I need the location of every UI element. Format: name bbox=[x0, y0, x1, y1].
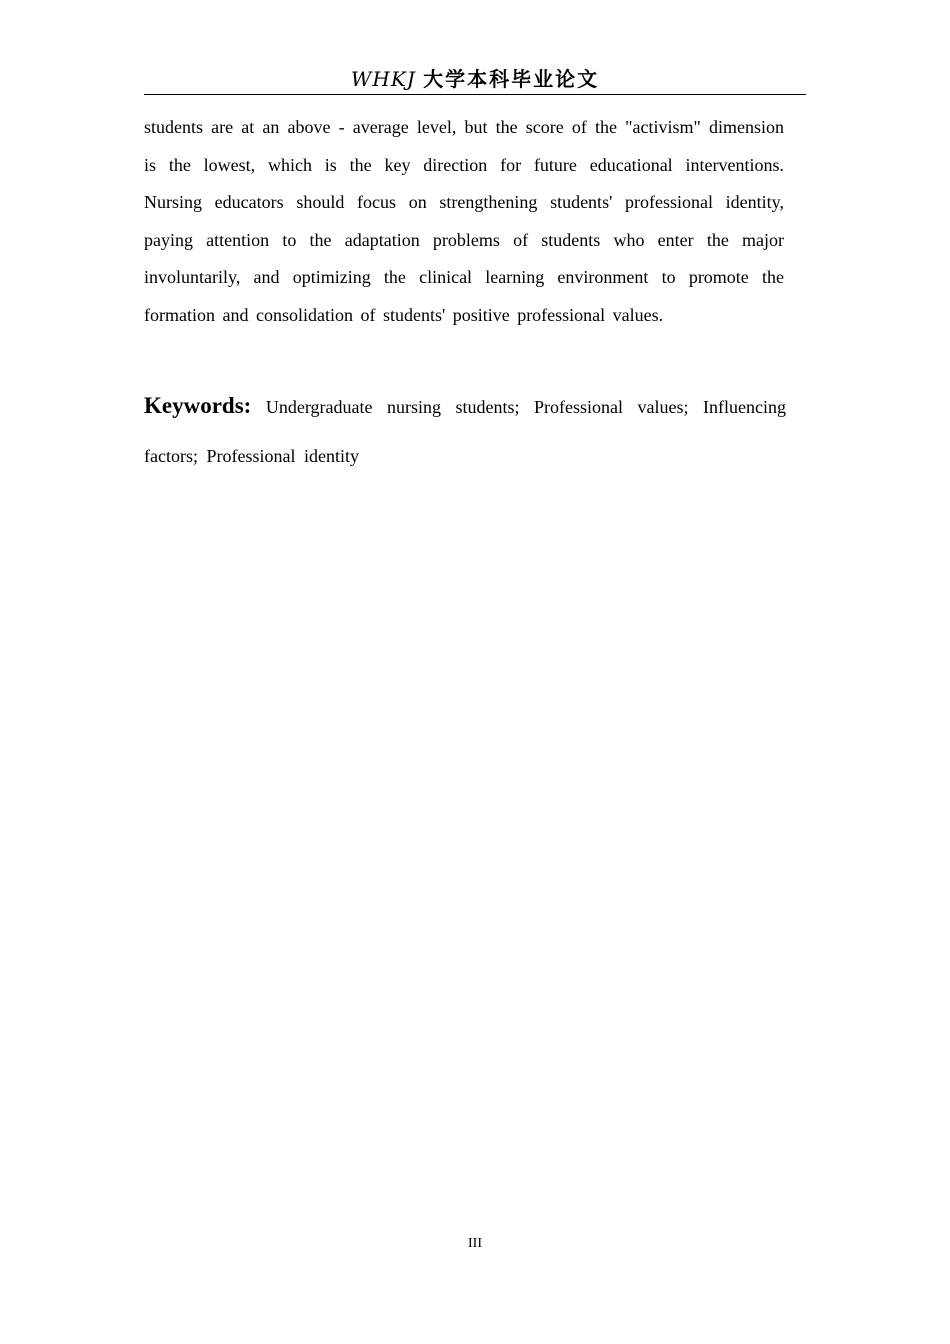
abstract-paragraph: students are at an above - average level, but the score of the "activism" dimension is the lowest, which is the key direction for future educational interventions. Nursing educators should focus on strengthening students' professional identity, paying attention to the adaptation problems of students who enter the major involuntarily, and optimizing the clinical learning environment to promote the formation and consolidation of students' positive professional values. bbox=[144, 117, 784, 325]
header-title bbox=[351, 67, 599, 91]
keywords-label: Keywords: bbox=[144, 393, 252, 418]
page-header bbox=[144, 64, 806, 95]
header-title-cjk: 大学本科毕业论文 bbox=[423, 67, 600, 91]
keywords-section bbox=[144, 381, 786, 481]
abstract-body bbox=[144, 109, 784, 334]
header-title-latin: WHKJ bbox=[350, 67, 424, 91]
keywords-text: Undergraduate nursing students; Professional values; Influencing factors; Professional identity bbox=[144, 397, 786, 466]
page-number: III bbox=[468, 1236, 482, 1251]
